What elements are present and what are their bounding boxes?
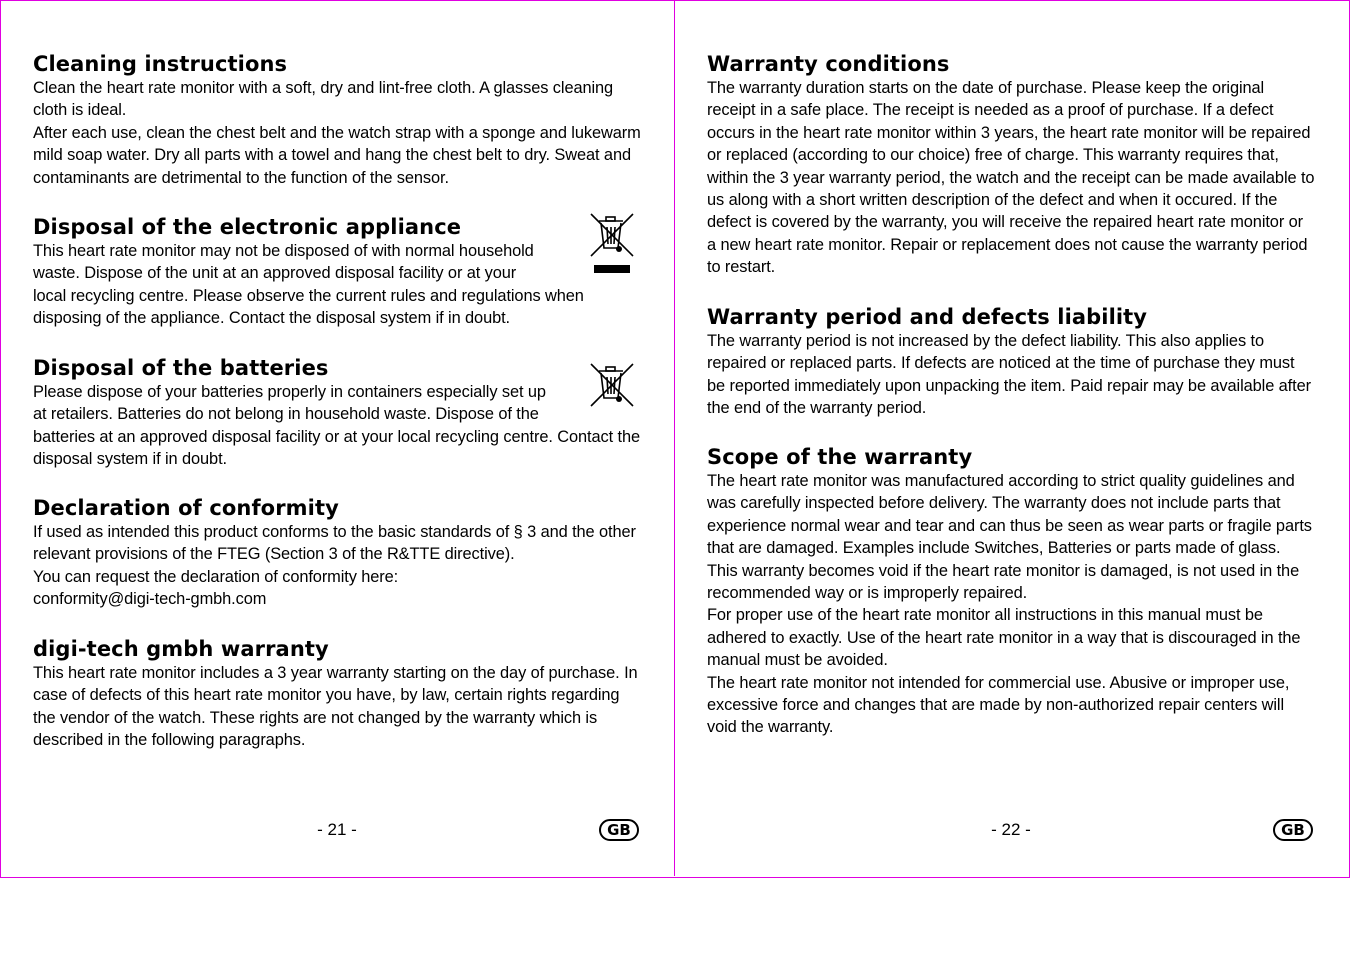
section-heading: Scope of the warranty [707,445,973,469]
section-heading: Disposal of the batteries [33,356,329,380]
weee-bin-icon [589,212,635,276]
paragraph: The heart rate monitor was manufactured according to strict quality guidelines and was carefully inspected before delivery. The warranty does not include parts that experience normal wear and tear and can thus be seen as wear parts or fragile parts that are damaged. Examples include Switches, Batteries or parts made of glass. [707,472,1312,558]
paragraph: This heart rate monitor may not be disposed of with normal household waste. Dispose of the unit at an approved disposal facility or at your [33,242,534,283]
paragraph: This warranty becomes void if the heart rate monitor is damaged, is not used in the recommended way or is improperly repaired. [707,561,1300,603]
cleaning-section [33,51,641,189]
email-address: conformity@digi-tech-gmbh.com [33,590,267,609]
warranty-section [33,636,641,752]
paragraph: Please dispose of your batteries properly in containers especially set up at retailers. Batteries do not belong in household waste. Dispose of the [33,383,546,424]
conformity-section [33,495,641,611]
language-badge: GB [1273,819,1313,841]
section-heading: Warranty conditions [707,52,950,76]
paragraph: You can request the declaration of conformity here: [33,567,399,586]
page-22 [707,0,1315,876]
section-heading: Cleaning instructions [33,52,288,76]
paragraph: The warranty period is not increased by the defect liability. This also applies to repaired or replaced parts. If defects are noticed at the time of purchase they must be reported immediately upon unpacking the item. Paid repair may be available after the end of the warranty period. [707,332,1311,418]
scope-section [707,444,1315,739]
page-number: - 21 - [317,820,357,839]
disposal-appliance-section [33,214,641,330]
paragraph: Clean the heart rate monitor with a soft, dry and lint-free cloth. A glasses cleaning cloth is ideal. [33,79,614,120]
paragraph: The warranty duration starts on the date of purchase. Please keep the original receipt in a safe place. The receipt is needed as a proof of purchase. If a defect occurs in the heart rate monitor within 3 years, the heart rate monitor will be repaired or replaced (according to our choice) free of charge. This warranty requires that, within the 3 year warranty period, the watch and the receipt can be made available to us along with a short written description of the defect and when it occured. If the defect is covered by the warranty, you will receive the repaired heart rate monitor or a new heart rate monitor. Repair or replacement does not cause the warranty period to restart. [707,79,1315,277]
section-heading: Warranty period and defects liability [707,305,1148,329]
warranty-period-section [707,304,1315,420]
paragraph: This heart rate monitor includes a 3 year warranty starting on the day of purchase. In case of defects of this heart rate monitor you have, by law, certain rights regarding the vendor of the watch. These rights are not changed by the warranty which is described in the following paragraphs. [33,664,638,750]
paragraph: After each use, clean the chest belt and the watch strap with a sponge and lukewarm mild soap water. Dry all parts with a towel and hang the chest belt to dry. Sweat and contaminants are detrimental to the function of the sensor. [33,123,641,187]
paragraph: The heart rate monitor not intended for commercial use. Abusive or improper use, excessive force and changes that are made by non-authorized repair centers will void the warranty. [707,673,1290,737]
page-divider [674,0,675,876]
paragraph: If used as intended this product conforms to the basic standards of § 3 and the other relevant provisions of the FTEG (Section 3 of the R&TTE directive). [33,523,636,564]
battery-bin-icon [589,362,635,408]
paragraph: For proper use of the heart rate monitor all instructions in this manual must be adhered to exactly. Use of the heart rate monitor in a way that is discouraged in the manual must be avoided. [707,606,1301,670]
section-heading: Declaration of conformity [33,496,339,520]
language-badge: GB [599,819,639,841]
section-heading: digi-tech gmbh warranty [33,637,329,661]
page-21 [33,0,641,876]
warranty-conditions-section [707,51,1315,279]
paragraph: local recycling centre. Please observe the current rules and regulations when disposing of the appliance. Contact the disposal system if in doubt. [33,286,584,328]
paragraph: batteries at an approved disposal facility or at your local recycling centre. Contact the disposal system if in doubt. [33,427,640,469]
section-heading: Disposal of the electronic appliance [33,215,462,239]
page-number: - 22 - [991,820,1031,839]
disposal-batteries-section [33,355,641,471]
